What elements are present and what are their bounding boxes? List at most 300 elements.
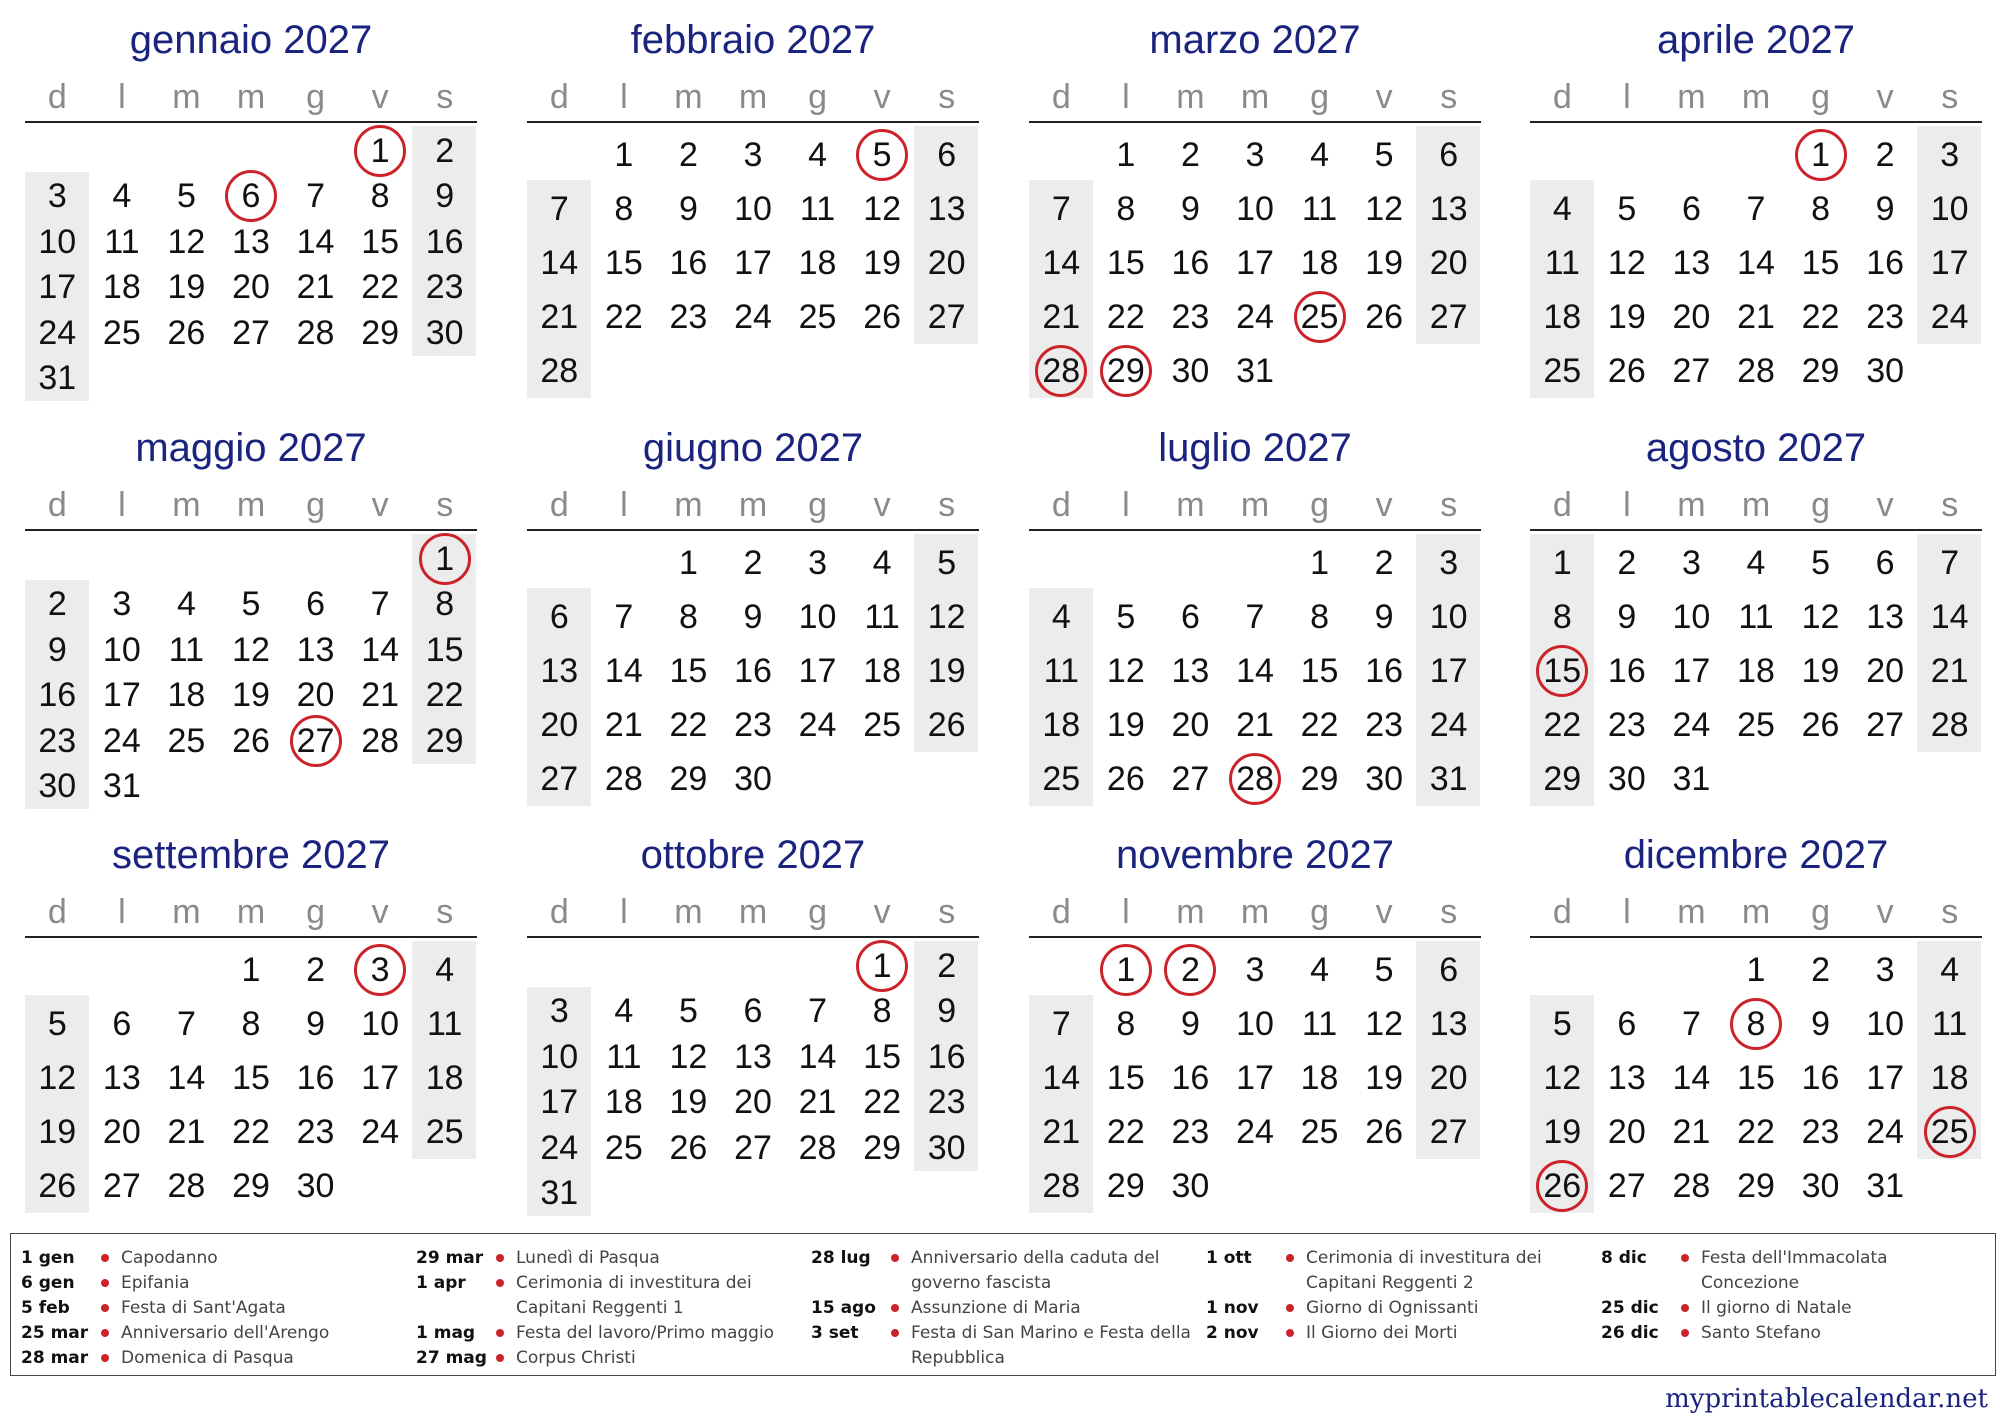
legend-row	[1601, 1321, 1991, 1346]
legend-holiday-name: Anniversario della caduta del	[911, 1248, 1160, 1268]
day-cell: 21	[296, 268, 335, 307]
day-cell: 24	[38, 313, 77, 352]
day-cell: 21	[1042, 298, 1081, 336]
day-cell: 8	[241, 1005, 261, 1043]
day-cell: 5	[937, 544, 957, 582]
legend-holiday-name: Santo Stefano	[1701, 1323, 1821, 1343]
day-cell: 8	[435, 585, 455, 624]
day-cell: 8	[678, 598, 698, 636]
day-cell: 30	[734, 760, 772, 798]
day-cell: 6	[1617, 1005, 1637, 1043]
day-cell: 4	[872, 544, 892, 582]
weekday-label: s	[436, 78, 454, 116]
day-cell: 6	[1180, 598, 1200, 636]
weekday-label: d	[47, 486, 67, 524]
month-title: gennaio 2027	[129, 18, 373, 62]
day-cell: 5	[1617, 190, 1637, 228]
day-cell: 6	[743, 992, 763, 1031]
day-cell: 12	[1365, 1005, 1404, 1043]
legend-holiday-name: governo fascista	[911, 1273, 1052, 1293]
day-cell: 18	[1543, 298, 1582, 336]
day-cell: 30	[38, 767, 77, 806]
month-block	[527, 815, 979, 1213]
day-cell: 2	[47, 585, 67, 624]
day-cell: 29	[1737, 1167, 1775, 1205]
day-cell: 21	[1042, 1113, 1081, 1151]
day-cell: 19	[927, 652, 966, 690]
day-cell: 18	[167, 676, 206, 715]
legend-row	[416, 1346, 811, 1371]
day-cell: 27	[1429, 1113, 1468, 1151]
weekday-label: s	[938, 78, 956, 116]
day-cell: 9	[678, 190, 698, 228]
day-cell: 17	[1672, 652, 1711, 690]
holiday-marker	[1536, 645, 1588, 697]
day-cell: 29	[361, 313, 400, 352]
weekday-label: l	[620, 486, 628, 524]
legend-date: 25 dic	[1601, 1298, 1659, 1318]
day-cell: 5	[1811, 544, 1830, 582]
day-cell: 30	[1866, 352, 1905, 390]
legend-row	[21, 1346, 411, 1371]
day-cell: 12	[167, 222, 206, 261]
day-cell: 14	[1042, 1059, 1081, 1097]
day-cell: 12	[1365, 190, 1404, 228]
day-cell: 28	[1042, 1167, 1081, 1205]
weekday-label: m	[1677, 486, 1706, 524]
day-cell: 2	[1617, 544, 1637, 582]
day-cell: 13	[540, 652, 579, 690]
day-cell: 9	[1180, 190, 1200, 228]
day-cell: 25	[102, 313, 141, 352]
day-cell: 10	[102, 630, 141, 669]
day-cell: 23	[296, 1113, 335, 1151]
day-cell: 19	[38, 1113, 77, 1151]
day-cell: 1	[1310, 544, 1329, 582]
day-cell: 18	[1930, 1059, 1969, 1097]
day-cell: 24	[1866, 1113, 1905, 1151]
bullet-icon	[891, 1304, 899, 1312]
day-cell: 1	[370, 131, 390, 170]
bullet-icon	[496, 1254, 504, 1262]
weekday-label: s	[1440, 893, 1458, 931]
weekday-label: m	[236, 78, 266, 116]
day-cell: 7	[370, 585, 390, 624]
day-cell: 21	[1737, 298, 1775, 336]
day-cell: 1	[435, 539, 455, 578]
day-cell: 6	[1681, 190, 1701, 228]
header-rule	[1029, 936, 1481, 938]
day-cell: 7	[808, 992, 827, 1031]
day-cell: 20	[540, 706, 579, 744]
weekday-label: d	[1051, 78, 1071, 116]
weekday-label: m	[1240, 893, 1270, 931]
weekday-label: s	[436, 486, 454, 524]
day-cell: 10	[38, 222, 77, 261]
day-cell: 26	[927, 706, 966, 744]
day-cell: 27	[102, 1167, 141, 1205]
legend-date: 25 mar	[21, 1323, 89, 1343]
day-cell: 28	[1042, 352, 1081, 390]
day-cell: 22	[232, 1113, 270, 1151]
holiday-marker	[354, 944, 406, 996]
day-cell: 20	[1672, 298, 1711, 336]
legend-date: 29 mar	[416, 1248, 484, 1268]
day-cell: 30	[425, 313, 464, 352]
legend-date: 1 ott	[1206, 1248, 1252, 1268]
day-cell: 24	[361, 1113, 400, 1151]
day-cell: 26	[863, 298, 902, 336]
day-cell: 14	[604, 652, 643, 690]
day-cell: 28	[604, 760, 643, 798]
weekday-label: v	[1876, 78, 1894, 116]
day-cell: 24	[102, 721, 141, 760]
day-cell: 22	[361, 268, 400, 307]
month-title: settembre 2027	[112, 833, 390, 877]
day-cell: 5	[1552, 1005, 1572, 1043]
day-cell: 19	[1801, 652, 1840, 690]
day-cell: 13	[927, 190, 966, 228]
day-cell: 27	[1672, 352, 1711, 390]
day-cell: 13	[1429, 1005, 1468, 1043]
day-cell: 24	[1429, 706, 1468, 744]
day-cell: 10	[1930, 190, 1969, 228]
day-cell: 16	[1365, 652, 1404, 690]
day-cell: 9	[1374, 598, 1394, 636]
month-block	[1029, 815, 1481, 1205]
day-cell: 27	[232, 313, 270, 352]
day-cell: 4	[1940, 951, 1960, 989]
day-cell: 25	[798, 298, 837, 336]
weekday-label: g	[1310, 893, 1329, 931]
day-cell: 24	[1236, 1113, 1274, 1151]
day-cell: 15	[1106, 1059, 1145, 1097]
legend-column	[21, 1246, 411, 1371]
bullet-icon	[101, 1354, 109, 1362]
day-cell: 7	[1051, 1005, 1071, 1043]
weekday-label: v	[873, 78, 891, 116]
day-cell: 24	[540, 1128, 579, 1167]
site-footer[interactable]: myprintablecalendar.net	[1665, 1384, 1988, 1414]
day-cell: 13	[1607, 1059, 1646, 1097]
header-rule	[1530, 529, 1982, 531]
day-cell: 1	[1746, 951, 1766, 989]
day-cell: 9	[743, 598, 763, 636]
day-cell: 17	[1236, 244, 1274, 282]
legend-row	[1206, 1246, 1606, 1271]
day-cell: 1	[614, 136, 634, 174]
day-cell: 27	[296, 721, 335, 760]
day-cell: 17	[38, 268, 77, 307]
day-cell: 23	[1801, 1113, 1840, 1151]
day-cell: 11	[1932, 1005, 1968, 1043]
legend-row	[1206, 1321, 1606, 1346]
day-cell: 3	[47, 177, 67, 216]
legend-date: 28 lug	[811, 1248, 871, 1268]
day-cell: 14	[167, 1059, 206, 1097]
day-cell: 4	[1310, 951, 1329, 989]
day-cell: 19	[1365, 244, 1404, 282]
holiday-legend	[10, 1233, 1996, 1376]
day-cell: 14	[1737, 244, 1775, 282]
day-cell: 6	[937, 136, 957, 174]
day-cell: 25	[1930, 1113, 1969, 1151]
day-cell: 11	[168, 630, 205, 669]
legend-holiday-name: Repubblica	[911, 1348, 1005, 1368]
legend-holiday-name: Capitani Reggenti 2	[1306, 1273, 1474, 1293]
day-cell: 22	[1543, 706, 1582, 744]
day-cell: 23	[927, 1083, 966, 1122]
legend-date: 26 dic	[1601, 1323, 1659, 1343]
day-cell: 17	[540, 1083, 579, 1122]
weekday-label: g	[808, 893, 827, 931]
holiday-marker	[225, 170, 277, 222]
legend-holiday-name: Epifania	[121, 1273, 190, 1293]
day-cell: 18	[863, 652, 902, 690]
weekday-label: m	[674, 78, 703, 116]
day-cell: 2	[678, 136, 698, 174]
day-cell: 23	[1607, 706, 1646, 744]
month-block	[1530, 815, 1982, 1205]
day-cell: 18	[425, 1059, 464, 1097]
day-cell: 2	[1374, 544, 1394, 582]
weekday-label: v	[1375, 486, 1393, 524]
day-cell: 21	[798, 1083, 837, 1122]
day-cell: 29	[425, 721, 464, 760]
weekday-label: l	[620, 893, 628, 931]
day-cell: 24	[798, 706, 837, 744]
weekday-label: s	[436, 893, 454, 931]
day-cell: 7	[1940, 544, 1960, 582]
day-cell: 28	[798, 1128, 837, 1167]
day-cell: 2	[937, 946, 957, 985]
weekday-label: m	[236, 486, 266, 524]
weekday-label: d	[549, 78, 569, 116]
holiday-marker	[419, 533, 471, 585]
legend-date: 1 nov	[1206, 1298, 1259, 1318]
header-rule	[527, 121, 979, 123]
day-cell: 3	[1940, 136, 1960, 174]
day-cell: 6	[241, 177, 261, 216]
month-block	[25, 408, 477, 806]
day-cell: 25	[425, 1113, 464, 1151]
day-cell: 14	[798, 1037, 837, 1076]
day-cell: 6	[549, 598, 569, 636]
day-cell: 27	[1607, 1167, 1646, 1205]
day-cell: 31	[38, 359, 77, 398]
weekday-label: l	[1122, 893, 1130, 931]
weekday-label: v	[1375, 78, 1393, 116]
day-cell: 21	[540, 298, 579, 336]
day-cell: 30	[1171, 352, 1210, 390]
day-cell: 7	[614, 598, 634, 636]
holiday-marker	[1924, 1106, 1976, 1158]
day-cell: 27	[1866, 706, 1905, 744]
day-cell: 31	[102, 767, 141, 806]
legend-holiday-name: Giorno di Ognissanti	[1306, 1298, 1479, 1318]
day-cell: 5	[678, 992, 698, 1031]
day-cell: 13	[232, 222, 270, 261]
legend-row	[21, 1271, 411, 1296]
day-cell: 10	[1236, 190, 1274, 228]
day-cell: 3	[1439, 544, 1459, 582]
weekday-label: s	[938, 486, 956, 524]
bullet-icon	[1681, 1254, 1689, 1262]
header-rule	[1029, 121, 1481, 123]
legend-row	[21, 1246, 411, 1271]
holiday-marker	[856, 940, 908, 992]
day-cell: 18	[1300, 1059, 1339, 1097]
day-cell: 15	[1300, 652, 1339, 690]
day-cell: 17	[798, 652, 837, 690]
day-cell: 12	[927, 598, 966, 636]
day-cell: 26	[669, 1128, 708, 1167]
legend-holiday-name: Capodanno	[121, 1248, 218, 1268]
day-cell: 20	[927, 244, 966, 282]
legend-date: 27 mag	[416, 1348, 487, 1368]
bullet-icon	[496, 1329, 504, 1337]
legend-row	[811, 1346, 1211, 1371]
day-cell: 18	[1737, 652, 1775, 690]
day-cell: 20	[296, 676, 335, 715]
day-cell: 4	[808, 136, 827, 174]
legend-holiday-name: Il giorno di Natale	[1701, 1298, 1852, 1318]
day-cell: 22	[1106, 1113, 1145, 1151]
day-cell: 16	[425, 222, 464, 261]
day-cell: 16	[1171, 244, 1210, 282]
day-cell: 23	[1171, 298, 1210, 336]
day-cell: 28	[1672, 1167, 1711, 1205]
legend-holiday-name: Il Giorno dei Morti	[1306, 1323, 1458, 1343]
weekday-label: v	[1876, 893, 1894, 931]
day-cell: 15	[232, 1059, 270, 1097]
weekday-label: l	[620, 78, 628, 116]
weekday-label: s	[1941, 78, 1959, 116]
day-cell: 29	[669, 760, 708, 798]
day-cell: 3	[1681, 544, 1701, 582]
day-cell: 11	[606, 1037, 642, 1076]
day-cell: 10	[798, 598, 837, 636]
day-cell: 15	[361, 222, 400, 261]
day-cell: 31	[1672, 760, 1711, 798]
day-cell: 18	[604, 1083, 643, 1122]
day-cell: 26	[1607, 352, 1646, 390]
day-cell: 2	[743, 544, 763, 582]
legend-holiday-name: Corpus Christi	[516, 1348, 636, 1368]
day-cell: 4	[1552, 190, 1572, 228]
day-cell: 26	[1801, 706, 1840, 744]
day-cell: 24	[1930, 298, 1969, 336]
weekday-label: l	[1623, 78, 1631, 116]
day-cell: 25	[863, 706, 902, 744]
weekday-label: s	[1941, 893, 1959, 931]
day-cell: 10	[540, 1037, 579, 1076]
day-cell: 14	[1930, 598, 1969, 636]
day-cell: 11	[104, 222, 140, 261]
legend-holiday-name: Festa dell'Immacolata	[1701, 1248, 1888, 1268]
day-cell: 12	[1106, 652, 1145, 690]
header-rule	[1029, 529, 1481, 531]
day-cell: 19	[669, 1083, 708, 1122]
day-cell: 13	[102, 1059, 141, 1097]
day-cell: 26	[38, 1167, 77, 1205]
day-cell: 28	[167, 1167, 206, 1205]
day-cell: 6	[112, 1005, 132, 1043]
day-cell: 8	[1310, 598, 1329, 636]
legend-date: 1 mag	[416, 1323, 476, 1343]
day-cell: 5	[47, 1005, 67, 1043]
legend-row	[416, 1296, 811, 1321]
day-cell: 28	[540, 352, 579, 390]
day-cell: 20	[734, 1083, 772, 1122]
weekday-label: s	[938, 893, 956, 931]
day-cell: 13	[1171, 652, 1210, 690]
day-cell: 21	[1672, 1113, 1711, 1151]
day-cell: 31	[1429, 760, 1468, 798]
day-cell: 12	[863, 190, 902, 228]
day-cell: 11	[1738, 598, 1774, 636]
weekday-label: g	[1811, 78, 1830, 116]
legend-row	[1601, 1246, 1991, 1271]
header-rule	[25, 121, 477, 123]
day-cell: 1	[241, 951, 261, 989]
day-cell: 10	[1236, 1005, 1274, 1043]
day-cell: 2	[1875, 136, 1895, 174]
weekday-label: s	[1440, 78, 1458, 116]
day-cell: 20	[1866, 652, 1905, 690]
day-cell: 1	[1116, 951, 1136, 989]
weekday-label: g	[1811, 893, 1830, 931]
holiday-marker	[1294, 291, 1346, 343]
day-cell: 3	[1245, 951, 1265, 989]
weekday-label: l	[118, 486, 126, 524]
day-cell: 17	[1236, 1059, 1274, 1097]
day-cell: 4	[1310, 136, 1329, 174]
day-cell: 17	[102, 676, 141, 715]
weekday-label: l	[118, 78, 126, 116]
weekday-label: v	[1876, 486, 1894, 524]
day-cell: 27	[734, 1128, 772, 1167]
day-cell: 21	[1236, 706, 1274, 744]
legend-date: 6 gen	[21, 1273, 75, 1293]
day-cell: 14	[296, 222, 335, 261]
month-title: dicembre 2027	[1623, 833, 1889, 877]
day-cell: 3	[1245, 136, 1265, 174]
day-cell: 25	[1543, 352, 1582, 390]
legend-column	[416, 1246, 811, 1371]
day-cell: 7	[176, 1005, 196, 1043]
header-rule	[527, 936, 979, 938]
weekday-label: m	[236, 893, 266, 931]
day-cell: 28	[1737, 352, 1775, 390]
weekday-label: v	[371, 893, 389, 931]
weekday-label: m	[1176, 78, 1205, 116]
day-cell: 29	[1106, 1167, 1145, 1205]
day-cell: 11	[1043, 652, 1079, 690]
header-rule	[1530, 936, 1982, 938]
legend-row	[21, 1296, 411, 1321]
day-cell: 16	[927, 1037, 966, 1076]
weekday-label: v	[873, 893, 891, 931]
weekday-label: m	[1677, 78, 1706, 116]
bullet-icon	[101, 1304, 109, 1312]
day-cell: 2	[1811, 951, 1830, 989]
day-cell: 4	[1051, 598, 1071, 636]
weekday-label: m	[1240, 486, 1270, 524]
day-cell: 1	[1116, 136, 1136, 174]
day-cell: 11	[1301, 190, 1338, 228]
day-cell: 4	[435, 951, 455, 989]
